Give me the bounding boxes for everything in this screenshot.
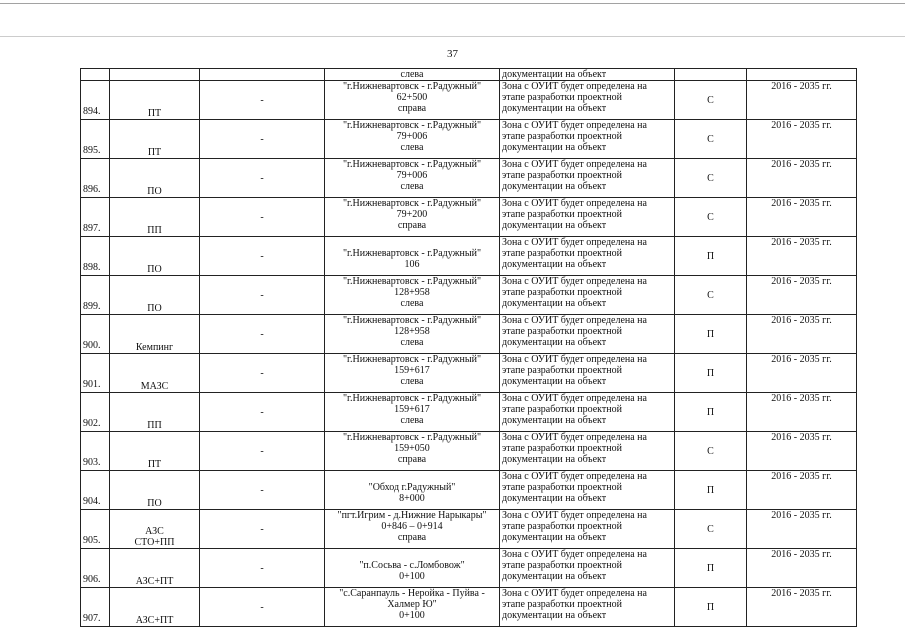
object-type-cell (110, 588, 200, 627)
zone-note-cell (500, 81, 675, 120)
road-location-line: справа (397, 103, 427, 114)
zone-note-line: документации на объект (502, 376, 607, 387)
row-number-cell: 899. (81, 276, 110, 315)
road-location-cell (325, 237, 500, 276)
road-location-line: 128+958 (394, 326, 430, 337)
object-type-line: ПО (147, 498, 162, 509)
zone-note-line: документации на объект (502, 454, 607, 465)
object-type-cell (110, 159, 200, 198)
object-type-cell (110, 510, 200, 549)
zone-note-cell (500, 393, 675, 432)
period-cell: 2016 - 2035 гг. (747, 588, 857, 627)
object-type-line: СТО+ПП (134, 537, 175, 548)
zone-note-line: документации на объект (502, 298, 607, 309)
zone-note-line: этапе разработки проектной (502, 521, 622, 532)
zone-note-line: Зона с ОУИТ будет определена на (502, 81, 647, 92)
table-row (81, 120, 857, 159)
table-body (81, 69, 857, 627)
zone-note-line: этапе разработки проектной (502, 365, 622, 376)
road-location-line: Халмер Ю" (387, 599, 437, 610)
period-cell: 2016 - 2035 гг. (747, 471, 857, 510)
zone-note-cell (500, 549, 675, 588)
road-location-line (327, 237, 497, 248)
table-row (81, 81, 857, 120)
row-number-cell: 900. (81, 315, 110, 354)
road-location-line: 0+846 – 0+914 (381, 521, 443, 532)
road-location-line: "г.Нижневартовск - г.Радужный" (342, 276, 482, 287)
road-location-line: слева (400, 376, 424, 387)
road-location-line: слева (400, 181, 424, 192)
road-location-cell (325, 432, 500, 471)
zone-note-line: Зона с ОУИТ будет определена на (502, 588, 647, 599)
road-location-cell (325, 120, 500, 159)
road-location-line: 79+200 (396, 209, 428, 220)
zone-note-line: этапе разработки проектной (502, 209, 622, 220)
zone-note-cell (500, 159, 675, 198)
zone-note-cell (500, 471, 675, 510)
table-row (81, 276, 857, 315)
row-number-cell: 897. (81, 198, 110, 237)
road-location-line: "г.Нижневартовск - г.Радужный" (342, 393, 482, 404)
zone-note-cell (500, 276, 675, 315)
object-type-cell (110, 81, 200, 120)
object-type-line: АЗС (145, 526, 164, 537)
road-location-line: 0+100 (399, 571, 425, 582)
row-number-cell: 907. (81, 588, 110, 627)
road-location-line: "г.Нижневартовск - г.Радужный" (342, 159, 482, 170)
road-location-line: слева (400, 142, 424, 153)
road-location-cell (325, 588, 500, 627)
zone-note-line: этапе разработки проектной (502, 131, 622, 142)
row-number-cell: 901. (81, 354, 110, 393)
road-location-line: 62+500 (396, 92, 428, 103)
road-location-line: справа (397, 454, 427, 465)
road-location-line: "г.Нижневартовск - г.Радужный" (342, 354, 482, 365)
road-location-line: "пгт.Игрим - д.Нижние Нарыкары" (337, 510, 487, 521)
dash-cell: - (200, 120, 325, 159)
zone-note-cell (500, 510, 675, 549)
object-type-cell (110, 237, 200, 276)
category-cell: П (675, 315, 747, 354)
zone-note-line: Зона с ОУИТ будет определена на (502, 237, 647, 248)
zone-note-cell (500, 315, 675, 354)
objects-table (80, 68, 857, 627)
category-cell: П (675, 471, 747, 510)
zone-note-line: этапе разработки проектной (502, 560, 622, 571)
zone-note-line: документации на объект (502, 610, 607, 621)
road-location-line: слева (400, 298, 424, 309)
object-type-line: ПТ (147, 147, 162, 158)
road-location-line: "г.Нижневартовск - г.Радужный" (342, 432, 482, 443)
row-number-cell: 905. (81, 510, 110, 549)
zone-note-line: Зона с ОУИТ будет определена на (502, 549, 647, 560)
zone-note-line: документации на объект (502, 415, 607, 426)
table-row (81, 588, 857, 627)
object-type-line: ПТ (147, 108, 162, 119)
table-row (81, 471, 857, 510)
zone-note-line: документации на объект (502, 181, 607, 192)
zone-note-line: Зона с ОУИТ будет определена на (502, 432, 647, 443)
row-number-cell: 895. (81, 120, 110, 159)
row-number-cell: 903. (81, 432, 110, 471)
zone-note-line: этапе разработки проектной (502, 170, 622, 181)
scan-edge-line (0, 3, 905, 4)
zone-note-line: Зона с ОУИТ будет определена на (502, 276, 647, 287)
continued-row (81, 69, 857, 81)
object-type-line: ПО (147, 303, 162, 314)
category-cell: П (675, 393, 747, 432)
zone-note-line: этапе разработки проектной (502, 326, 622, 337)
road-location-cell (325, 393, 500, 432)
object-type-line: ПП (147, 420, 162, 431)
dash-cell: - (200, 549, 325, 588)
road-location-line: 128+958 (394, 287, 430, 298)
period-cell: 2016 - 2035 гг. (747, 237, 857, 276)
road-location-line: "п.Сосьва - с.Ломбовож" (359, 560, 465, 571)
zone-note-line: этапе разработки проектной (502, 599, 622, 610)
category-cell: С (675, 120, 747, 159)
category-cell: С (675, 432, 747, 471)
object-type-line: АЗС+ПТ (135, 615, 174, 626)
zone-note-line: документации на объект (502, 532, 607, 543)
road-location-cell (325, 159, 500, 198)
zone-note-line: документации на объект (502, 571, 607, 582)
dash-cell: - (200, 354, 325, 393)
zone-note-cell (500, 120, 675, 159)
zone-note-line: Зона с ОУИТ будет определена на (502, 510, 647, 521)
road-location-cell (325, 510, 500, 549)
road-location-line: 159+617 (394, 365, 430, 376)
road-location-line: "г.Нижневартовск - г.Радужный" (342, 81, 482, 92)
object-type-line: ПО (147, 264, 162, 275)
category-cell: С (675, 276, 747, 315)
dash-cell: - (200, 315, 325, 354)
road-location-line: "Обход г.Радужный" (368, 482, 456, 493)
dash-cell: - (200, 510, 325, 549)
dash-cell: - (200, 159, 325, 198)
road-location-line: слева (400, 415, 424, 426)
object-type-line: МАЗС (140, 381, 169, 392)
scan-fold-line (0, 36, 905, 37)
road-location-line: "г.Нижневартовск - г.Радужный" (342, 315, 482, 326)
zone-note-cell (500, 588, 675, 627)
zone-note-line: Зона с ОУИТ будет определена на (502, 471, 647, 482)
zone-note-line: документации на объект (502, 220, 607, 231)
table-row (81, 198, 857, 237)
dash-cell: - (200, 588, 325, 627)
period-cell: 2016 - 2035 гг. (747, 81, 857, 120)
note-cell: документации на объект (500, 69, 675, 81)
period-cell: 2016 - 2035 гг. (747, 276, 857, 315)
row-number-cell: 894. (81, 81, 110, 120)
period-cell: 2016 - 2035 гг. (747, 432, 857, 471)
zone-note-line: этапе разработки проектной (502, 92, 622, 103)
zone-note-line: этапе разработки проектной (502, 287, 622, 298)
road-location-cell (325, 276, 500, 315)
category-cell: С (675, 81, 747, 120)
road-location-line: 106 (404, 259, 420, 270)
zone-note-line: документации на объект (502, 337, 607, 348)
row-number-cell: 904. (81, 471, 110, 510)
table-row (81, 510, 857, 549)
road-location-cell (325, 81, 500, 120)
road-location-cell (325, 198, 500, 237)
page-number: 37 (447, 48, 458, 60)
object-type-line: ПО (147, 186, 162, 197)
road-location-line: справа (397, 532, 427, 543)
object-type-cell (110, 471, 200, 510)
period-cell: 2016 - 2035 гг. (747, 354, 857, 393)
zone-note-line: Зона с ОУИТ будет определена на (502, 159, 647, 170)
road-location-line: "г.Нижневартовск - г.Радужный" (342, 248, 482, 259)
road-location-line (327, 471, 497, 482)
dash-cell: - (200, 81, 325, 120)
road-location-line: слева (400, 337, 424, 348)
object-type-cell (110, 198, 200, 237)
period-cell: 2016 - 2035 гг. (747, 159, 857, 198)
object-type-cell (110, 432, 200, 471)
table-row (81, 354, 857, 393)
zone-note-line: этапе разработки проектной (502, 482, 622, 493)
dash-cell: - (200, 276, 325, 315)
zone-note-line: Зона с ОУИТ будет определена на (502, 354, 647, 365)
period-cell: 2016 - 2035 гг. (747, 120, 857, 159)
zone-note-line: этапе разработки проектной (502, 248, 622, 259)
object-type-line: ПТ (147, 459, 162, 470)
category-cell: С (675, 159, 747, 198)
road-location-cell (325, 354, 500, 393)
dash-cell: - (200, 198, 325, 237)
zone-note-line: Зона с ОУИТ будет определена на (502, 120, 647, 131)
zone-note-line: документации на объект (502, 259, 607, 270)
table-row (81, 549, 857, 588)
object-type-cell (110, 393, 200, 432)
table-row (81, 315, 857, 354)
object-type-cell (110, 276, 200, 315)
road-location-line: "г.Нижневартовск - г.Радужный" (342, 198, 482, 209)
table-row (81, 432, 857, 471)
table-row (81, 159, 857, 198)
road-location-line: 79+006 (396, 131, 428, 142)
road-location-line: 79+006 (396, 170, 428, 181)
category-cell: П (675, 549, 747, 588)
period-cell: 2016 - 2035 гг. (747, 549, 857, 588)
road-location-line: справа (397, 220, 427, 231)
object-type-line: Кемпинг (135, 342, 174, 353)
zone-note-line: этапе разработки проектной (502, 404, 622, 415)
period-cell: 2016 - 2035 гг. (747, 315, 857, 354)
category-cell: С (675, 198, 747, 237)
zone-note-line: документации на объект (502, 103, 607, 114)
table-row (81, 237, 857, 276)
road-location-cell (325, 315, 500, 354)
zone-note-cell (500, 237, 675, 276)
category-cell: П (675, 588, 747, 627)
object-type-line: АЗС+ПТ (135, 576, 174, 587)
zone-note-line: Зона с ОУИТ будет определена на (502, 315, 647, 326)
zone-note-cell (500, 432, 675, 471)
road-location-line: 159+617 (394, 404, 430, 415)
road-location-cell (325, 471, 500, 510)
dash-cell: - (200, 393, 325, 432)
object-type-cell (110, 120, 200, 159)
road-cell: слева (325, 69, 500, 81)
zone-note-line: документации на объект (502, 493, 607, 504)
road-location-line: "г.Нижневартовск - г.Радужный" (342, 120, 482, 131)
road-location-line: 8+000 (399, 493, 425, 504)
road-location-line: "с.Саранпауль - Неройка - Пуйва - (339, 588, 485, 599)
dash-cell: - (200, 471, 325, 510)
category-cell: П (675, 237, 747, 276)
object-type-line: ПП (147, 225, 162, 236)
period-cell: 2016 - 2035 гг. (747, 198, 857, 237)
row-number-cell: 898. (81, 237, 110, 276)
road-location-cell (325, 549, 500, 588)
period-cell: 2016 - 2035 гг. (747, 393, 857, 432)
object-type-cell (110, 315, 200, 354)
zone-note-line: Зона с ОУИТ будет определена на (502, 198, 647, 209)
category-cell: П (675, 354, 747, 393)
row-number-cell: 896. (81, 159, 110, 198)
row-number-cell: 906. (81, 549, 110, 588)
object-type-cell (110, 354, 200, 393)
object-type-cell (110, 549, 200, 588)
zone-note-cell (500, 198, 675, 237)
row-number-cell: 902. (81, 393, 110, 432)
road-location-line (327, 549, 497, 560)
category-cell: С (675, 510, 747, 549)
dash-cell: - (200, 237, 325, 276)
dash-cell: - (200, 432, 325, 471)
period-cell: 2016 - 2035 гг. (747, 510, 857, 549)
zone-note-line: Зона с ОУИТ будет определена на (502, 393, 647, 404)
zone-note-cell (500, 354, 675, 393)
table-row (81, 393, 857, 432)
road-location-line: 0+100 (399, 610, 425, 621)
road-location-line: 159+050 (394, 443, 430, 454)
zone-note-line: документации на объект (502, 142, 607, 153)
zone-note-line: этапе разработки проектной (502, 443, 622, 454)
